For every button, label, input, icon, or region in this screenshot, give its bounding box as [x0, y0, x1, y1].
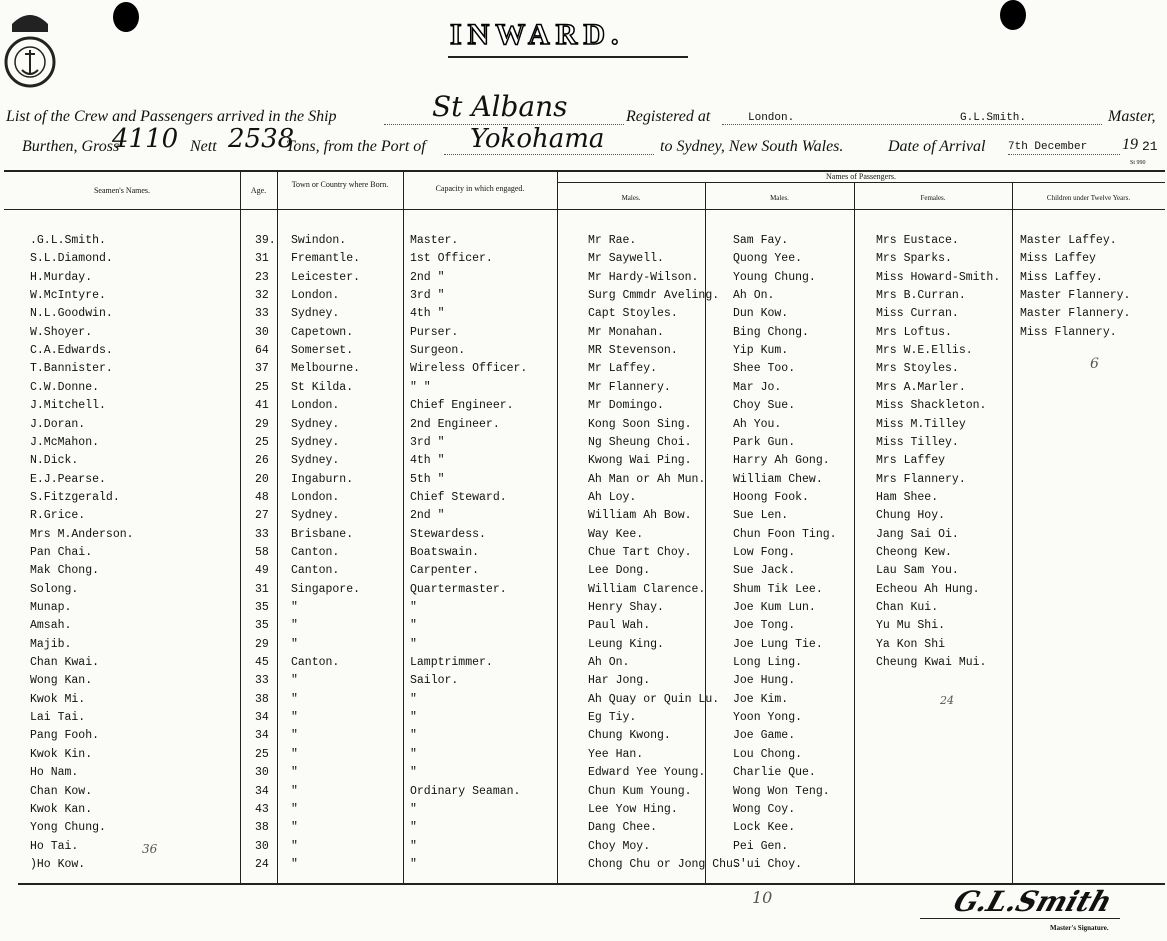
registered-dotline [722, 124, 1102, 125]
crew-name: S.Fitzgerald. [30, 491, 120, 504]
passenger-child: Master Laffey. [1020, 234, 1117, 247]
passenger-female: Mrs Stoyles. [876, 362, 959, 375]
crew-age: 33 [255, 674, 269, 687]
crew-town: Swindon. [291, 234, 347, 247]
passenger-female: Ya Kon Shi [876, 638, 946, 651]
crew-name: Kwok Kin. [30, 748, 93, 761]
passenger-male-1: Lee Yow Hing. [588, 803, 678, 816]
passenger-male-1: Surg Cmmdr Aveling. [588, 289, 720, 302]
crew-age: 26 [255, 454, 269, 467]
crew-town: " [291, 674, 298, 687]
passenger-male-1: Leung King. [588, 638, 664, 651]
crew-name: Yong Chung. [30, 821, 106, 834]
passenger-female: Cheong Kew. [876, 546, 952, 559]
crew-town: Sydney. [291, 436, 340, 449]
crew-town: " [291, 821, 298, 834]
passenger-female: Echeou Ah Hung. [876, 583, 980, 596]
passenger-female: Ham Shee. [876, 491, 939, 504]
crew-town: " [291, 638, 298, 651]
passenger-male-1: Dang Chee. [588, 821, 658, 834]
passenger-female: Yu Mu Shi. [876, 619, 946, 632]
passenger-male-1: Edward Yee Young. [588, 766, 706, 779]
crew-name: W.McIntyre. [30, 289, 106, 302]
arrival-dotline [1008, 154, 1120, 155]
crew-capacity: " [410, 729, 417, 742]
crew-town: Canton. [291, 656, 340, 669]
crew-age: 30 [255, 326, 269, 339]
crew-capacity: " [410, 693, 417, 706]
passenger-male-1: Chun Kum Young. [588, 785, 692, 798]
passenger-male-1: Kong Soon Sing. [588, 418, 692, 431]
passenger-male-1: Kwong Wai Ping. [588, 454, 692, 467]
crew-age: 38 [255, 821, 269, 834]
passenger-female: Chung Hoy. [876, 509, 946, 522]
passenger-male-2: Joe Kum Lun. [733, 601, 816, 614]
anchor-seal-icon [4, 2, 56, 98]
passenger-male-2: Joe Tong. [733, 619, 796, 632]
passenger-female: Miss Tilley. [876, 436, 959, 449]
passenger-female: Mrs A.Marler. [876, 381, 966, 394]
passenger-male-1: Har Jong. [588, 674, 651, 687]
title-underline [448, 56, 688, 58]
crew-name: W.Shoyer. [30, 326, 93, 339]
passenger-male-2: Sue Len. [733, 509, 789, 522]
crew-name: Kwok Mi. [30, 693, 86, 706]
crew-town: St Kilda. [291, 381, 354, 394]
crew-town: " [291, 601, 298, 614]
passenger-male-1: Paul Wah. [588, 619, 651, 632]
passenger-male-2: Yoon Yong. [733, 711, 803, 724]
crew-capacity: 2nd " [410, 509, 445, 522]
crew-town: Sydney. [291, 307, 340, 320]
passenger-male-1: Mr Hardy-Wilson. [588, 271, 699, 284]
passenger-male-1: Ng Sheung Choi. [588, 436, 692, 449]
passenger-male-2: Sue Jack. [733, 564, 796, 577]
passenger-male-1: Ah Quay or Quin Lu. [588, 693, 720, 706]
passenger-child: Master Flannery. [1020, 307, 1131, 320]
passenger-male-1: Mr Rae. [588, 234, 637, 247]
passenger-male-2: Hoong Fook. [733, 491, 809, 504]
passenger-male-1: Mr Domingo. [588, 399, 664, 412]
passenger-male-1: Henry Shay. [588, 601, 664, 614]
passenger-male-1: Capt Stoyles. [588, 307, 678, 320]
crew-age: 39. [255, 234, 276, 247]
crew-name: C.A.Edwards. [30, 344, 113, 357]
crew-name: Solong. [30, 583, 79, 596]
crew-age: 48 [255, 491, 269, 504]
crew-name: Ho Tai. [30, 840, 79, 853]
crew-age: 31 [255, 252, 269, 265]
passenger-female: Mrs Sparks. [876, 252, 952, 265]
nett-tons: 2538 [228, 124, 295, 154]
crew-name: Mrs M.Anderson. [30, 528, 134, 541]
col-divider-1 [240, 170, 241, 883]
passenger-male-2: Ah You. [733, 418, 782, 431]
crew-name: H.Murday. [30, 271, 93, 284]
margin-mark-10: 10 [752, 888, 773, 907]
passenger-male-1: Chung Kwong. [588, 729, 671, 742]
punch-hole-right-icon [1000, 0, 1026, 30]
passenger-male-1: Ah On. [588, 656, 630, 669]
passenger-male-2: Shee Too. [733, 362, 796, 375]
master-signature: G.L.Smith [949, 885, 1117, 918]
passenger-child: Master Flannery. [1020, 289, 1131, 302]
crew-capacity: Master. [410, 234, 459, 247]
crew-capacity: Chief Engineer. [410, 399, 514, 412]
passenger-male-1: Chong Chu or Jong Chu. [588, 858, 740, 871]
crew-capacity: Quartermaster. [410, 583, 507, 596]
crew-capacity: Stewardess. [410, 528, 486, 541]
passenger-male-1: Eg Tiy. [588, 711, 637, 724]
crew-age: 34 [255, 785, 269, 798]
passenger-male-1: Ah Man or Ah Mun. [588, 473, 706, 486]
passenger-male-2: Sam Fay. [733, 234, 789, 247]
registered-at: London. [748, 112, 795, 124]
crew-age: 25 [255, 436, 269, 449]
crew-capacity: Wireless Officer. [410, 362, 528, 375]
passenger-male-2: Choy Sue. [733, 399, 796, 412]
col-header-capacity: Capacity in which engaged. [435, 184, 525, 193]
to-label: to Sydney, New South Wales. [660, 138, 844, 155]
crew-name: Wong Kan. [30, 674, 93, 687]
crew-town: Brisbane. [291, 528, 354, 541]
passenger-child: Miss Laffey [1020, 252, 1096, 265]
gross-tons: 4110 [112, 124, 179, 154]
arrival-date: 7th December [1008, 141, 1088, 153]
crew-name: Majib. [30, 638, 72, 651]
crew-capacity: " [410, 601, 417, 614]
crew-town: Sydney. [291, 509, 340, 522]
passenger-male-1: William Clarence. [588, 583, 706, 596]
crew-name: N.L.Goodwin. [30, 307, 113, 320]
passenger-male-1: Choy Moy. [588, 840, 651, 853]
crew-capacity: 4th " [410, 307, 445, 320]
crew-capacity: " [410, 748, 417, 761]
crew-town: Canton. [291, 546, 340, 559]
crew-name: Amsah. [30, 619, 72, 632]
crew-name: S.L.Diamond. [30, 252, 113, 265]
passenger-female: Chan Kui. [876, 601, 939, 614]
col-header-name: Seamen's Names. [93, 186, 151, 195]
passenger-male-2: Chun Foon Ting. [733, 528, 837, 541]
crew-capacity: " [410, 619, 417, 632]
form-number: St 990 [1130, 160, 1146, 166]
crew-capacity: Chief Steward. [410, 491, 507, 504]
crew-name: .G.L.Smith. [30, 234, 106, 247]
crew-town: Sydney. [291, 454, 340, 467]
crew-capacity: 2nd Engineer. [410, 418, 500, 431]
crew-capacity: Purser. [410, 326, 459, 339]
passenger-female: Mrs W.E.Ellis. [876, 344, 973, 357]
master-name: G.L.Smith. [960, 112, 1027, 124]
crew-capacity: Ordinary Seaman. [410, 785, 521, 798]
crew-age: 32 [255, 289, 269, 302]
col-header-males-2: Males. [770, 194, 789, 202]
passenger-female: Mrs B.Curran. [876, 289, 966, 302]
crew-name: R.Grice. [30, 509, 86, 522]
crew-town: " [291, 748, 298, 761]
year-suffix: 21 [1142, 139, 1158, 154]
passenger-female: Miss Howard-Smith. [876, 271, 1001, 284]
col-header-males-1: Males. [621, 194, 641, 202]
crew-age: 29 [255, 418, 269, 431]
crew-name: Chan Kow. [30, 785, 93, 798]
crew-town: " [291, 711, 298, 724]
crew-town: Sydney. [291, 418, 340, 431]
header-line1: List of the Crew and Passengers arrived in the Ship [6, 108, 337, 125]
crew-town: " [291, 858, 298, 871]
crew-name: Pang Fooh. [30, 729, 100, 742]
crew-capacity: Carpenter. [410, 564, 480, 577]
col-header-town: Town or Country where Born. [291, 180, 389, 189]
passenger-male-2: Low Fong. [733, 546, 796, 559]
passenger-male-1: William Ah Bow. [588, 509, 692, 522]
crew-name: C.W.Donne. [30, 381, 100, 394]
crew-town: " [291, 693, 298, 706]
crew-town: Leicester. [291, 271, 361, 284]
year-prefix: 19 [1122, 136, 1138, 153]
crew-capacity: 5th " [410, 473, 445, 486]
signature-line [920, 918, 1120, 919]
crew-town: London. [291, 289, 340, 302]
registered-label: Registered at [626, 108, 711, 125]
passenger-subheader-rule [557, 182, 1165, 183]
crew-name: )Ho Kow. [30, 858, 86, 871]
crew-capacity: 3rd " [410, 436, 445, 449]
crew-town: London. [291, 491, 340, 504]
col-divider-4 [557, 170, 558, 883]
crew-capacity: 1st Officer. [410, 252, 493, 265]
master-label: Master, [1108, 108, 1156, 125]
crew-name: Mak Chong. [30, 564, 100, 577]
crew-age: 34 [255, 729, 269, 742]
page-title: INWARD. [450, 18, 625, 51]
margin-mark-36: 36 [142, 842, 158, 856]
crew-age: 27 [255, 509, 269, 522]
col-divider-3 [403, 170, 404, 883]
signature-label: Master's Signature. [1050, 924, 1109, 932]
passenger-male-1: Lee Dong. [588, 564, 651, 577]
col-header-females: Females. [920, 194, 946, 202]
passenger-male-2: Young Chung. [733, 271, 816, 284]
crew-age: 31 [255, 583, 269, 596]
passenger-male-2: Joe Kim. [733, 693, 789, 706]
crew-age: 33 [255, 307, 269, 320]
crew-name: N.Dick. [30, 454, 79, 467]
passenger-male-2: Quong Yee. [733, 252, 803, 265]
crew-capacity: Sailor. [410, 674, 459, 687]
crew-capacity: 2nd " [410, 271, 445, 284]
crew-name: Chan Kwai. [30, 656, 100, 669]
passenger-male-2: Lock Kee. [733, 821, 796, 834]
port-name: Yokohama [470, 124, 605, 154]
passenger-male-2: Ah On. [733, 289, 775, 302]
passenger-male-2: Joe Game. [733, 729, 796, 742]
punch-hole-left-icon [113, 2, 139, 32]
passenger-male-2: Long Ling. [733, 656, 803, 669]
crew-capacity: " [410, 858, 417, 871]
passenger-male-1: Chue Tart Choy. [588, 546, 692, 559]
crew-capacity: 4th " [410, 454, 445, 467]
passenger-female: Miss M.Tilley [876, 418, 966, 431]
header-bottom-rule [4, 209, 1165, 210]
crew-town: Somerset. [291, 344, 354, 357]
crew-name: E.J.Pearse. [30, 473, 106, 486]
passenger-child: Miss Laffey. [1020, 271, 1103, 284]
crew-town: " [291, 619, 298, 632]
crew-capacity: " [410, 840, 417, 853]
crew-age: 24 [255, 858, 269, 871]
crew-age: 33 [255, 528, 269, 541]
ship-name: St Albans [432, 90, 568, 123]
passenger-female: Lau Sam You. [876, 564, 959, 577]
crew-age: 64 [255, 344, 269, 357]
crew-name: J.Doran. [30, 418, 86, 431]
passenger-female: Miss Shackleton. [876, 399, 987, 412]
passenger-male-2: Mar Jo. [733, 381, 782, 394]
passenger-male-2: Wong Coy. [733, 803, 796, 816]
crew-name: T.Bannister. [30, 362, 113, 375]
passenger-male-1: Mr Laffey. [588, 362, 658, 375]
crew-capacity: Boatswain. [410, 546, 480, 559]
crew-capacity: " [410, 711, 417, 724]
crew-town: Canton. [291, 564, 340, 577]
col-header-passengers: Names of Passengers. [826, 172, 896, 181]
passenger-male-1: Mr Saywell. [588, 252, 664, 265]
crew-name: J.McMahon. [30, 436, 100, 449]
crew-capacity: " [410, 766, 417, 779]
crew-town: Melbourne. [291, 362, 361, 375]
passenger-female: Mrs Laffey [876, 454, 946, 467]
crew-capacity: Lamptrimmer. [410, 656, 493, 669]
crew-name: Ho Nam. [30, 766, 79, 779]
crew-name: Kwok Kan. [30, 803, 93, 816]
passenger-child: Miss Flannery. [1020, 326, 1117, 339]
crew-name: Pan Chai. [30, 546, 93, 559]
crew-town: Singapore. [291, 583, 361, 596]
passenger-male-1: Mr Monahan. [588, 326, 664, 339]
passenger-male-1: Way Kee. [588, 528, 644, 541]
passenger-female: Miss Curran. [876, 307, 959, 320]
crew-age: 35 [255, 619, 269, 632]
crew-town: Fremantle. [291, 252, 361, 265]
crew-age: 35 [255, 601, 269, 614]
crew-age: 37 [255, 362, 269, 375]
crew-town: " [291, 785, 298, 798]
margin-mark-6: 6 [1090, 356, 1099, 372]
crew-town: " [291, 803, 298, 816]
burthen-label: Burthen, Gross [22, 138, 120, 155]
crew-capacity: " [410, 638, 417, 651]
col-header-children: Children under Twelve Years. [1046, 194, 1131, 202]
crew-age: 20 [255, 473, 269, 486]
col-divider-6 [854, 182, 855, 883]
passenger-female: Jang Sai Oi. [876, 528, 959, 541]
passenger-female: Mrs Loftus. [876, 326, 952, 339]
passenger-male-2: Charlie Que. [733, 766, 816, 779]
passenger-male-2: William Chew. [733, 473, 823, 486]
crew-age: 30 [255, 840, 269, 853]
crew-age: 29 [255, 638, 269, 651]
crew-capacity: 3rd " [410, 289, 445, 302]
passenger-male-2: S'ui Choy. [733, 858, 803, 871]
passenger-male-2: Yip Kum. [733, 344, 789, 357]
crew-age: 38 [255, 693, 269, 706]
passenger-male-1: Ah Loy. [588, 491, 637, 504]
crew-town: London. [291, 399, 340, 412]
margin-mark-24: 24 [940, 694, 954, 707]
crew-town: " [291, 766, 298, 779]
passenger-male-2: Wong Won Teng. [733, 785, 830, 798]
crew-town: " [291, 840, 298, 853]
crew-capacity: " " [410, 381, 431, 394]
passenger-male-2: Harry Ah Gong. [733, 454, 830, 467]
crew-name: J.Mitchell. [30, 399, 106, 412]
crew-age: 45 [255, 656, 269, 669]
passenger-female: Mrs Flannery. [876, 473, 966, 486]
crew-age: 49 [255, 564, 269, 577]
crew-capacity: " [410, 821, 417, 834]
crew-town: " [291, 729, 298, 742]
crew-age: 30 [255, 766, 269, 779]
tons-label: Tons, from the Port of [286, 138, 426, 155]
col-divider-7 [1012, 182, 1013, 883]
col-divider-2 [277, 170, 278, 883]
crew-age: 58 [255, 546, 269, 559]
passenger-male-2: Joe Lung Tie. [733, 638, 823, 651]
crew-age: 23 [255, 271, 269, 284]
crew-capacity: " [410, 803, 417, 816]
nett-label: Nett [190, 138, 217, 155]
passenger-male-2: Bing Chong. [733, 326, 809, 339]
port-dotline [444, 154, 654, 155]
passenger-male-2: Shum Tik Lee. [733, 583, 823, 596]
crew-name: Lai Tai. [30, 711, 86, 724]
passenger-female: Mrs Eustace. [876, 234, 959, 247]
col-header-age: Age. [250, 186, 267, 195]
passenger-male-1: Mr Flannery. [588, 381, 671, 394]
crew-name: Munap. [30, 601, 72, 614]
crew-age: 43 [255, 803, 269, 816]
passenger-male-2: Joe Hung. [733, 674, 796, 687]
passenger-male-1: MR Stevenson. [588, 344, 678, 357]
crew-town: Capetown. [291, 326, 354, 339]
arrival-label: Date of Arrival [888, 138, 986, 155]
passenger-male-1: Yee Han. [588, 748, 644, 761]
crew-town: Ingaburn. [291, 473, 354, 486]
passenger-male-2: Dun Kow. [733, 307, 789, 320]
crew-age: 34 [255, 711, 269, 724]
crew-age: 41 [255, 399, 269, 412]
crew-age: 25 [255, 381, 269, 394]
passenger-male-2: Park Gun. [733, 436, 796, 449]
passenger-female: Cheung Kwai Mui. [876, 656, 987, 669]
passenger-male-2: Lou Chong. [733, 748, 803, 761]
crew-age: 25 [255, 748, 269, 761]
crew-capacity: Surgeon. [410, 344, 466, 357]
passenger-male-2: Pei Gen. [733, 840, 789, 853]
